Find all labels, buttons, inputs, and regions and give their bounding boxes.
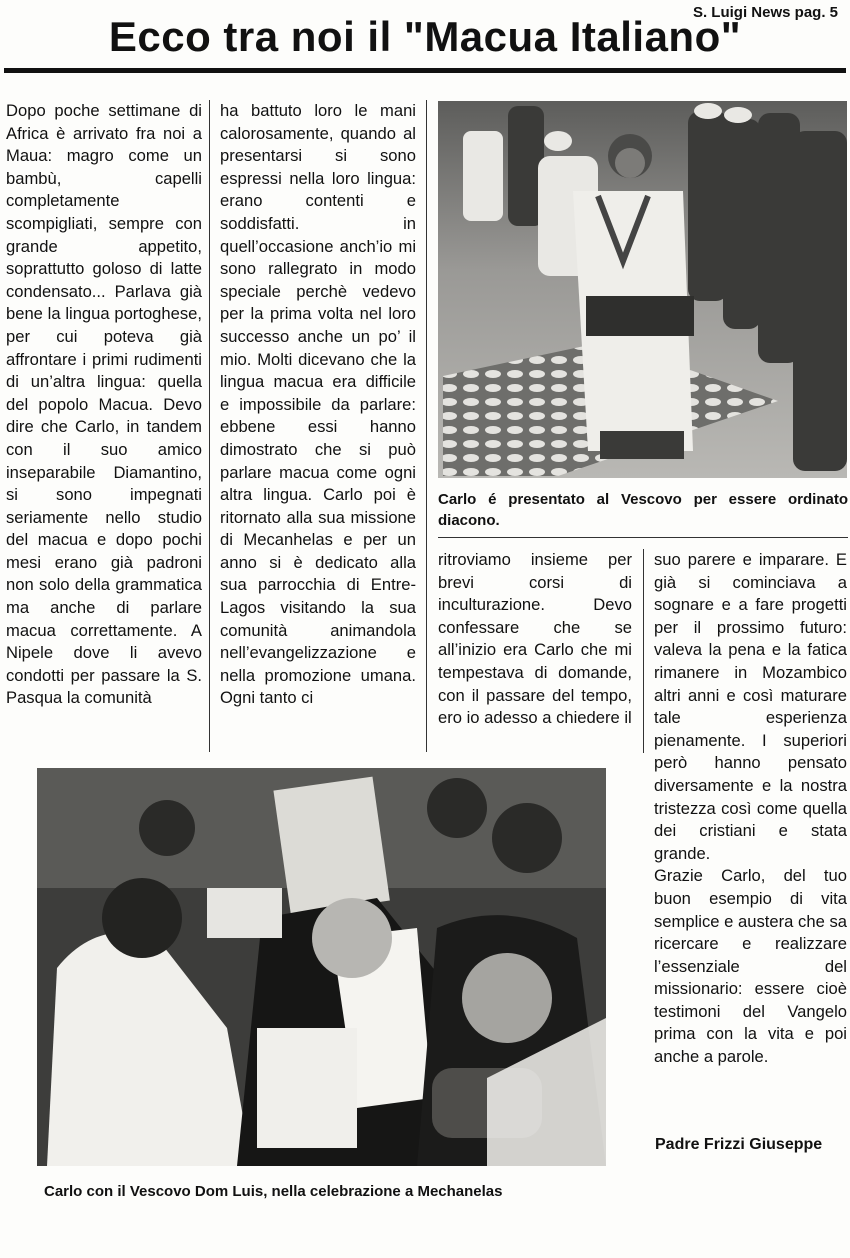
- article-text-col1: Dopo poche settimane di Africa è arrivato fra noi a Maua: magro come un bambù, capelli completamente scompigliati, sempre con grande appetito, soprattutto goloso di latte condensato... Parlava già bene la lingua portoghese, per cui poteva già affrontare i primi rudimenti di un’altra lingua: quella del popolo Macua. Devo dire che Carlo, in tandem con il suo amico inseparabile Diamantino, si sono impegnati seriamente nello studio del macua e dopo pochi mesi erano già padroni non solo della grammatica ma anche di parlare macua correttamente. A Nipele dove li avevo condotti per passare la S. Pasqua la comunità: [6, 101, 202, 708]
- photo-caption-bottom: Carlo con il Vescovo Dom Luis, nella celebrazione a Mechanelas: [44, 1183, 503, 1200]
- column-divider: [643, 549, 644, 753]
- column-divider: [209, 100, 210, 752]
- page-number-label: S. Luigi News pag. 5: [692, 4, 838, 21]
- article-text-col4-para2: Grazie Carlo, del tuo buon esempio di vita semplice e austera che sa ricercare e realizzare l’essenziale del missionario: essere cioè testimoni del Vangelo prima con la vita e poi anche a parole.: [654, 866, 847, 1067]
- photo-bishop-ceremony: [37, 768, 606, 1166]
- column-divider: [426, 100, 427, 752]
- author-signature: Padre Frizzi Giuseppe: [655, 1136, 823, 1153]
- page-title: Ecco tra noi il "Macua Italiano": [108, 13, 742, 60]
- caption-rule: [438, 537, 848, 538]
- photo-presentation-to-bishop: [438, 101, 847, 478]
- article-column-4: [654, 549, 847, 1115]
- article-column-3: [438, 549, 632, 753]
- article-column-2: [220, 100, 416, 756]
- article-column-1: [6, 100, 202, 756]
- photo-caption-top: Carlo é presentato al Vescovo per essere ordinato diacono.: [438, 491, 848, 529]
- article-text-col3: ritroviamo insieme per brevi corsi di inculturazione. Devo confessare che se all’inizio era Carlo che mi tempestava di domande, con il passare del tempo, ero io adesso a chiedere il: [438, 550, 632, 728]
- article-text-col4-para1: suo parere e imparare. E già si cominciava a sognare e a fare progetti per il prossimo futuro: valeva la pena e la fatica rimanere in Mozambico altri anni e così maturare tale esperienza pienamente. I superiori però hanno pensato diversamente e la nostra tristezza così come quella dei cristiani e stata grande.: [654, 550, 847, 863]
- article-text-col2: ha battuto loro le mani calorosamente, quando al presentarsi si sono espressi nella loro lingua: erano contenti e soddisfatti. in quell’occasione anch’io mi sono rallegrato in modo speciale perchè vedevo per la prima volta nel loro successo anche un po’ il mio. Molti dicevano che la lingua macua era difficile e impossibile da parlare: ebbene essi hanno dimostrato che si può parlare macua come ogni altra lingua. Carlo poi è ritornato alla sua missione di Mecanhelas e per un anno si è dedicato alla sua parrocchia di Entre-Lagos visitando la sua comunità animandola nell’evangelizzazione e nella promozione umana. Ogni tanto ci: [220, 101, 416, 708]
- title-rule: [4, 68, 846, 73]
